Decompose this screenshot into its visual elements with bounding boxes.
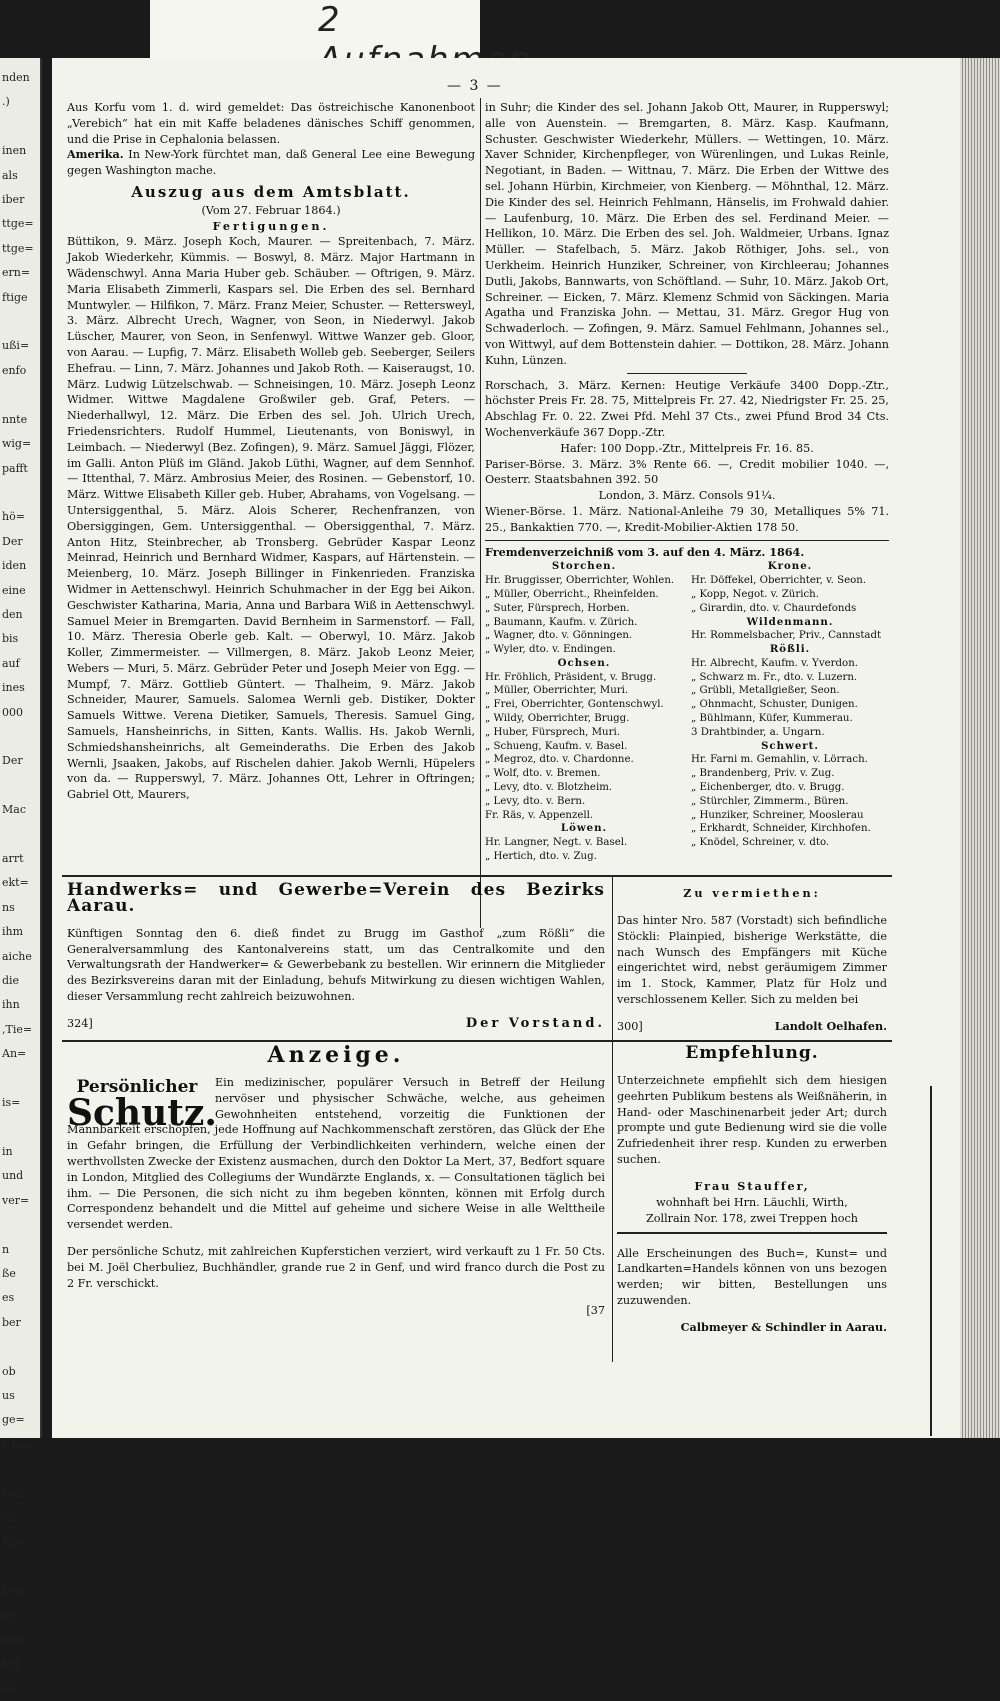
adjacent-fragment: es bbox=[2, 1291, 15, 1305]
ad-vermiethen-title: Zu vermiethen: bbox=[683, 886, 821, 900]
guest-entry: „ Huber, Fürsprech, Muri. bbox=[485, 726, 620, 738]
amerika-label: Amerika. bbox=[67, 147, 124, 162]
adjacent-fragment: en bbox=[2, 1510, 16, 1524]
adjacent-page-strip bbox=[0, 58, 42, 1695]
adjacent-fragment: ber bbox=[2, 1657, 21, 1671]
ad-handwerk-title: Handwerks= und Gewerbe=Verein des Bezirks Aarau. bbox=[67, 880, 605, 916]
guest-entry: Hr. Bruggisser, Oberrichter, Wohlen. bbox=[485, 575, 675, 587]
hotel-wildenmann: Wildenmann. bbox=[746, 615, 834, 628]
adjacent-fragment: Mac bbox=[2, 803, 26, 817]
schutz-sidebar bbox=[67, 1070, 217, 1134]
adjacent-fragment: wig= bbox=[2, 437, 32, 451]
guest-entry: „ Knödel, Schreiner, v. dto. bbox=[691, 837, 830, 849]
adjacent-fragment: ttge= bbox=[2, 241, 34, 255]
ad-empfehlung-addr-1: wohnhaft bei Hrn. Läuchli, Wirth, bbox=[656, 1195, 848, 1209]
adjacent-fragment: ekt= bbox=[2, 876, 29, 890]
adjacent-fragment: ob bbox=[2, 1364, 16, 1378]
guest-entry: Fr. Räs, v. Appenzell. bbox=[485, 809, 594, 821]
adjacent-fragment: als bbox=[2, 168, 18, 182]
hotel-krone: Krone. bbox=[767, 560, 813, 573]
handwritten-note: 2 bbox=[318, 0, 342, 40]
ads-mid-rule bbox=[62, 1040, 892, 1042]
fremden-title: Fremdenverzeichniß vom 3. auf den 4. März. 1864. bbox=[485, 544, 805, 559]
guest-entry: 3 Drahtbinder, a. Ungarn. bbox=[691, 726, 825, 738]
adjacent-fragment: ihn bbox=[2, 998, 20, 1012]
schutz-label-1: Persönlicher bbox=[76, 1076, 198, 1097]
hotel-loewen: Löwen. bbox=[560, 822, 608, 835]
adjacent-fragment: ,Tie= bbox=[2, 1022, 33, 1036]
adjacent-fragment bbox=[2, 1115, 40, 1139]
fertigungen-text: Büttikon, 9. März. Joseph Koch, Maurer. — Spreitenbach, 7. März. Jakob Wiederkehr, Kümmis. — Boswyl, 8. März. Major Hartmann in Wädenschwyl. Anna Maria Huber geb. Schäuber. — Oftrigen, 9. März. Maria Elisabeth Zimmerli, Kaspars sel. Die Erben des sel. Bernhard Muntwyler. — Hilfikon, 7. März. Franz Meier, Schuster. — Rettersweyl, 3. März. Albrecht Urech, Wagner, von Seon, in Niederwyl. Jakob Lüscher, Maurer, von Seon, in Senfenwyl. Wittwe Wanzer geb. Gloor, von Aarau. — Lupfig, 7. März. Elisabeth Wolleb geb. Seeberger, Seilers Ehefrau. — Linn, 7. März. Johannes und Jakob Roth. — Kaiseraugst, 10. März. Ludwig Lützelschwab. — Schneisingen, 10. März. Joseph Leonz Widmer. Wittwe Magdalene Großwiler geb. Graf, Peters. — Niederhallwyl, 12. März. Die Erben des sel. Joh. Ulrich Urech, Friedensrichters. Rudolf Hummel, Lieutenants, von Boniswyl, in Leimbach. — Niederwyl (Bez. Zofingen), 9. März. Samuel Jäggi, Flözer, im Galli. Anton Plüß im Gländ. Jakob Lüthi, Wagner, auf dem Sennhof. — Ittenthal, 7. März. Ambrosius Meier, des Rosinen. — Gebenstorf, 10. März. Wittwe Elisabeth Killer geb. Huber, Abrahams, von Vogelsang. — Untersiggenthal, 5. März. Alois Scherer, Rechenfranzen, von Obersiggingen, Gem. Untersiggenthal. — Obersiggenthal, 7. März. Anton Hitz, Steinbrecher, ab Tronsberg. Gebrüder Kaspar Leonz Meinrad, Heinrich und Bernhard Widmer, Kaspars, auf Härtenstein. — Meienberg, 10. März. Joseph Billinger in Finkenrieden. Franziska Widmer in Aettenschwyl. Heinrich Schuhmacher in der Egg bei Aikon. Geschwister Katharina, Maria, Anna und Barbara Wiß in Aettenschwyl. Samuel Meier in Bremgarten. David Bernheim in Sarmenstorf. — Fall, 10. März. Theresia Oberle geb. Kalt. — Oberwyl, 10. März. Jakob Koller, Zimmermeister. — Villmergen, 8. März. Jakob Leonz Meier, Webers — Muri, 5. März. Gebrüder Peter und Joseph Meier von Egg. — Mumpf, 7. März. Gottlieb Güntert. — Thalheim, 9. März. Jakob Schneider, Maurer, Samuels. Salomea Wernli geb. Distiker, Dokter Samuels Wittwe. Verena Dietiker, Samuels, Theresis. Samuel Ging, Samuels, Hansheinrichs, in Sitten, Kants. Wallis. Hs. Jakob Wernli, Schmiedshansheinrichs, alt Gemeinderaths. Die Erben des Jakob Wernli, Jsaaken, Jakobs, auf Rischelen dahier. Jakob Wernli, Hüpelers von da. — Rupperswyl, 7. März. Johannes Ott, Lehrer in Oftringen; Gabriel Ott, Maurers, bbox=[67, 235, 475, 802]
fertigungen-continued: in Suhr; die Kinder des sel. Johann Jakob Ott, Maurer, in Rupperswyl; alle von Auenstein. — Bremgarten, 8. März. Kasp. Kaufmann, Schuster. Geschwister Wiederkehr, Müllers. — Wettingen, 10. März. Xaver Schnider, Kirchenpfleger, von Würenlingen, und Lukas Reinle, Negotiant, in Baden. — Wittnau, 7. März. Die Erben der Wittwe des sel. Johann Hürbin, Kirchmeier, von Kienberg. — Möhnthal, 12. März. Die Kinder des sel. Heinrich Fehlmann, Hänselis, im Frohwald dahier. — Laufenburg, 10. März. Die Erben des sel. Ferdinand Meier. — Hellikon, 10. März. Die Erben des sel. Joh. Waldmeier, Urbans. Ignaz Müller. — Stafelbach, 5. März. Jakob Röthiger, Johs. sel., von Uerkheim. Heinrich Hunziker, Schreiner, von Kirchleerau; Johannes Dutli, Jakobs, Bannwarts, von Schöftland. — Suhr, 10. März. Jakob Ort, Schreiner. — Eicken, 7. März. Klemenz Schmid von Säckingen. Maria Agatha und Franziska John. — Mettau, 31. März. Gregor Hug von Schwaderloch. — Zofingen, 9. März. Samuel Fehlmann, Johannes sel., von Wittwyl, auf dem Bottenstein dahier. — Dottikon, 28. März. Johann Kuhn, Lünzen. bbox=[485, 101, 889, 367]
note-paper bbox=[150, 0, 480, 58]
adjacent-fragment: in bbox=[2, 1144, 13, 1158]
adjacent-fragment: den bbox=[2, 607, 23, 621]
storchen-guests bbox=[485, 574, 683, 657]
wildenmann-guests bbox=[691, 629, 889, 643]
guest-entry: „ Levy, dto. v. Blotzheim. bbox=[485, 782, 613, 794]
page-edges bbox=[960, 58, 1000, 1438]
korfu-item: Aus Korfu vom 1. d. wird gemeldet: Das östreichische Kanonenboot „Verebich“ hat ein mit Kaffe beladenes dänisches Schiff genommen, und die Prise in Cephalonia belassen. bbox=[67, 101, 475, 146]
guest-entry: „ Hertich, dto. v. Zug. bbox=[485, 851, 597, 863]
adjacent-fragment: enfo bbox=[2, 363, 27, 377]
adjacent-fragment: Der bbox=[2, 754, 23, 768]
adjacent-fragment: 000 bbox=[2, 705, 23, 719]
adjacent-fragment bbox=[2, 823, 40, 847]
section-rule-2 bbox=[485, 540, 889, 541]
auszug-date: (Vom 27. Februar 1864.) bbox=[201, 203, 341, 217]
adjacent-fragment: ichen bbox=[2, 1437, 33, 1451]
guest-entry: „ Baumann, Kaufm. v. Zürich. bbox=[485, 616, 638, 628]
ad-anzeige bbox=[67, 1042, 605, 1319]
adjacent-fragment: ung bbox=[2, 1633, 24, 1646]
guest-entry: Hr. Albrecht, Kaufm. v. Yverdon. bbox=[691, 657, 858, 669]
loewen-guests bbox=[485, 836, 683, 864]
ad-handwerk-footer bbox=[67, 1016, 605, 1032]
adjacent-fragment bbox=[2, 115, 40, 139]
fremden-list bbox=[485, 560, 889, 864]
guest-entry: „ Girardin, dto. v. Chaurdefonds bbox=[691, 602, 857, 614]
krone-guests bbox=[691, 574, 889, 615]
adjacent-fragment: iber bbox=[2, 193, 25, 207]
ad-buch-signature: Calbmeyer & Schindler in Aarau. bbox=[680, 1319, 887, 1334]
adjacent-fragment: ben bbox=[2, 1486, 23, 1500]
guest-entry: Hr. Rommelsbacher, Priv., Cannstadt bbox=[691, 630, 882, 642]
adjacent-fragment bbox=[2, 774, 40, 798]
adjacent-fragment: ußi= bbox=[2, 339, 30, 353]
adjacent-fragment: ße bbox=[2, 1266, 16, 1280]
guest-entry: „ Eichenberger, dto. v. Brugg. bbox=[691, 782, 845, 794]
adjacent-fragment: hö= bbox=[2, 510, 25, 524]
guest-entry: „ Bühlmann, Küfer, Kummerau. bbox=[691, 713, 853, 725]
hafer-price: Hafer: 100 Dopp.-Ztr., Mittelpreis Fr. 16. 85. bbox=[560, 441, 814, 455]
binding-shadow-line bbox=[930, 1086, 932, 1436]
ad-empfehlung-title: Empfehlung. bbox=[685, 1043, 819, 1063]
ad-buch-text: Alle Erscheinungen des Buch=, Kunst= und Landkarten=Handels können von uns bezogen werden; wir bitten, Bestellungen uns zuzuwenden. bbox=[617, 1246, 887, 1307]
hotel-roessli: Rößli. bbox=[769, 643, 811, 656]
guest-entry: „ Suter, Fürsprech, Horben. bbox=[485, 602, 630, 614]
schwert-guests bbox=[691, 753, 889, 850]
ad-handwerk-number: 324] bbox=[67, 1016, 93, 1030]
adjacent-fragment: auf bbox=[2, 656, 20, 670]
ad-handwerk-text: Künftigen Sonntag den 6. dieß findet zu Brugg im Gasthof „zum Rößli“ die Generalversammlung des Kantonalvereins statt, um das Centralkomite und den Verwaltungsrath der Handwerker= & Gewerbebank zu bestellen. Wir erinnern die Mitglieder des Bezirksvereins daran mit der Einladung, behufs Mitwirkung zu diesen wichtigen Wahlen, dieser Versammlung recht zahlreich beizuwohnen. bbox=[67, 926, 605, 1003]
guest-entry: Hr. Farni m. Gemahlin, v. Lörrach. bbox=[691, 754, 868, 766]
ad-handwerk-signature: Der Vorstand. bbox=[465, 1015, 605, 1031]
adjacent-fragment: eine bbox=[2, 583, 26, 597]
adjacent-fragment bbox=[2, 1213, 40, 1237]
roessli-guests bbox=[691, 657, 889, 740]
adjacent-fragment: ben bbox=[2, 1584, 23, 1598]
adjacent-fragment: ber bbox=[2, 1315, 21, 1329]
ochsen-guests bbox=[485, 671, 683, 823]
adjacent-fragment: nden bbox=[2, 71, 30, 84]
adjacent-fragment: inen bbox=[2, 144, 27, 158]
adjacent-fragment: Eli= bbox=[2, 1535, 27, 1549]
guest-entry: „ Hunziker, Schreiner, Mooslerau bbox=[691, 809, 864, 821]
guest-entry: Hr. Döffekel, Oberrichter, v. Seon. bbox=[691, 575, 867, 587]
adjacent-fragment: ge= bbox=[2, 1413, 25, 1427]
guest-entry: „ Schueng, Kaufm. v. Basel. bbox=[485, 740, 628, 752]
hotel-storchen: Storchen. bbox=[551, 560, 617, 573]
guest-entry: „ Stürchler, Zimmerm., Büren. bbox=[691, 795, 849, 807]
page-number: — 3 — bbox=[447, 78, 503, 94]
adjacent-fragment: arrt bbox=[2, 852, 24, 865]
adjacent-fragment: n bbox=[2, 1242, 10, 1256]
adjacent-fragment: und bbox=[2, 1169, 24, 1183]
adjacent-fragment: ns bbox=[2, 900, 15, 914]
paris-bourse: Pariser-Börse. 3. März. 3% Rente 66. —, Credit mobilier 1040. —, Oesterr. Staatsbahnen 392. 50 bbox=[485, 457, 889, 487]
ad-handwerksverein bbox=[67, 880, 605, 1032]
auszug-title: Auszug aus dem Amtsblatt. bbox=[131, 182, 411, 201]
adjacent-fragment: is= bbox=[2, 1096, 21, 1110]
adjacent-fragment bbox=[2, 1555, 40, 1579]
guest-entry: „ Wyler, dto. v. Endingen. bbox=[485, 644, 616, 656]
fremden-col-right bbox=[691, 560, 889, 864]
guest-entry: „ Megroz, dto. v. Chardonne. bbox=[485, 754, 634, 766]
section-rule bbox=[627, 373, 747, 374]
guest-entry: „ Grübli, Metallgießer, Seon. bbox=[691, 685, 840, 697]
adjacent-fragment: ver= bbox=[2, 1193, 30, 1207]
adjacent-fragment bbox=[2, 310, 40, 334]
ads-top-rule bbox=[62, 875, 892, 877]
adjacent-fragment bbox=[2, 725, 40, 749]
adjacent-fragment: ttge= bbox=[2, 217, 34, 231]
newspaper-page bbox=[52, 58, 960, 1438]
guest-entry: „ Levy, dto. v. Bern. bbox=[485, 795, 586, 807]
amerika-item bbox=[67, 147, 475, 179]
adjacent-fragment: iden bbox=[2, 559, 27, 573]
ad-empfehlung-text: Unterzeichnete empfiehlt sich dem hiesigen geehrten Publikum bestens als Weißnäherin, in Hand- oder Maschinenarbeit jeder Art; durch prompte und gute Bedienung wird sie die volle Zufriedenheit ihrer resp. Kunden zu erwerben suchen. bbox=[617, 1073, 887, 1166]
ad-vermiethen-signature: Landolt Oelhafen. bbox=[774, 1018, 887, 1033]
guest-entry: „ Schwarz m. Fr., dto. v. Luzern. bbox=[691, 671, 858, 683]
amerika-text: In New-York fürchtet man, daß General Lee eine Bewegung gegen Washington mache. bbox=[67, 148, 475, 178]
ad-anzeige-text-2: Der persönliche Schutz, mit zahlreichen Kupferstichen verziert, wird verkauft zu 1 Fr. 50 Cts. bei M. Joël Cherbuliez, Buchhändler, grande rue 2 in Genf, und wird franco durch die Post zu 2 Fr. verschickt. bbox=[67, 1245, 605, 1290]
london-bourse: London, 3. März. Consols 91¼. bbox=[598, 489, 776, 503]
ad-empfehlung bbox=[617, 1043, 887, 1336]
fertigungen-title: Fertigungen. bbox=[212, 218, 330, 233]
adjacent-fragment: ie= bbox=[2, 1681, 22, 1695]
hotel-schwert: Schwert. bbox=[761, 739, 819, 752]
guest-entry: „ Erkhardt, Schneider, Kirchhofen. bbox=[691, 823, 871, 835]
ads-divider-1 bbox=[612, 877, 613, 1042]
ad-empfehlung-name: Frau Stauffer, bbox=[694, 1178, 810, 1193]
ad-zu-vermiethen bbox=[617, 886, 887, 1035]
adjacent-fragment: ie= bbox=[2, 1608, 22, 1622]
adjacent-fragment bbox=[2, 1457, 40, 1481]
ad-anzeige-text-1: Ein medizinischer, populärer Versuch in Betreff der Heilung nervöser und physischer Schwäche, welche, aus geheimen Gewohnheiten entstehend, vorzeitig die Funktionen der Mannbarkeit erschöpfen, jede Hoffnung auf Nachkommenschaft zerstören, das Glück der Ehe in Gefahr bringen, die Erfüllung der Verbindlichkeiten verhindern, welche einen der werthvollsten Zwecke der Existenz ausmachen, durch den Doktor La Mert, 37, Bedfort square in London, Mitglied des Collegiums der Wundärzte Englands, x. — Consultationen täglich bei ihm. — Die Personen, die sich nicht zu ihm begeben könnten, können mit Erfolg durch Correspondenz behandelt und die Mittel auf geheime und sichere Weise in alle Welttheile versendet werden. bbox=[67, 1075, 605, 1232]
adjacent-fragment: ern= bbox=[2, 266, 31, 280]
adjacent-fragment: pafft bbox=[2, 461, 28, 475]
guest-entry: „ Müller, Oberrichter, Muri. bbox=[485, 685, 629, 697]
adjacent-fragment: ftige bbox=[2, 290, 28, 304]
adjacent-fragment: us bbox=[2, 1388, 15, 1402]
ad-vermiethen-text: Das hinter Nro. 587 (Vorstadt) sich befindliche Stöckli: Plainpied, bisherige Werkstätte, die nach Wunsch des Empfängers mit Küche eingerichtet wird, nebst geräumigem Zimmer im 1. Stock, Kammer, Platz für Holz und verschlossenem Keller. Sich zu melden bei bbox=[617, 913, 887, 1006]
ad-vermiethen-number: 300] bbox=[617, 1019, 643, 1033]
right-column bbox=[485, 100, 889, 864]
column-divider bbox=[480, 98, 481, 928]
adjacent-fragment: ines bbox=[2, 681, 25, 695]
ad-anzeige-number: [37 bbox=[586, 1303, 605, 1317]
guest-entry: „ Brandenberg, Priv. v. Zug. bbox=[691, 768, 835, 780]
adjacent-fragment bbox=[2, 383, 40, 407]
guest-entry: „ Wolf, dto. v. Bremen. bbox=[485, 768, 601, 780]
left-column bbox=[67, 100, 475, 803]
guest-entry: Hr. Langner, Negt. v. Basel. bbox=[485, 837, 628, 849]
adjacent-fragment: die bbox=[2, 974, 20, 988]
adjacent-fragment: nnte bbox=[2, 412, 28, 426]
guest-entry: Hr. Fröhlich, Präsident, v. Brugg. bbox=[485, 671, 657, 683]
guest-entry: „ Müller, Oberricht., Rheinfelden. bbox=[485, 588, 659, 600]
schutz-label-2: Schutz. bbox=[67, 1091, 217, 1134]
ad-empfehlung-addr-2: Zollrain Nor. 178, zwei Treppen hoch bbox=[645, 1211, 858, 1225]
adjacent-fragment: Der bbox=[2, 534, 23, 548]
fremden-col-left bbox=[485, 560, 683, 864]
adjacent-page-fragments bbox=[0, 58, 40, 1701]
guest-entry: „ Kopp, Negot. v. Zürich. bbox=[691, 588, 819, 600]
ads-divider-2 bbox=[612, 1042, 613, 1362]
rorschach-market: Rorschach, 3. März. Kernen: Heutige Verkäufe 3400 Dopp.-Ztr., höchster Preis Fr. 28. 75, Mittelpreis Fr. 27. 42, Niedrigster Fr. 25. 25, Abschlag Fr. 0. 22. Zwei Pfd. Mehl 37 Cts., zwei Pfund Brod 34 Cts. Wochenverkäufe 367 Dopp.-Ztr. bbox=[485, 378, 889, 439]
ad-vermiethen-footer bbox=[617, 1019, 887, 1035]
guest-entry: „ Ohnmacht, Schuster, Dunigen. bbox=[691, 699, 858, 711]
adjacent-fragment bbox=[2, 481, 40, 505]
adjacent-fragment: ihm bbox=[2, 925, 24, 939]
adjacent-fragment: bis bbox=[2, 632, 19, 646]
wien-bourse: Wiener-Börse. 1. März. National-Anleihe 79 30, Metalliques 5% 71. 25., Bankaktien 770. —, Kredit-Mobilier-Aktien 178 50. bbox=[485, 504, 889, 534]
adjacent-fragment: An= bbox=[2, 1047, 27, 1061]
ad-empfehlung-rule bbox=[617, 1232, 887, 1234]
adjacent-fragment bbox=[2, 1067, 40, 1091]
hotel-ochsen: Ochsen. bbox=[557, 656, 611, 669]
adjacent-fragment bbox=[2, 1335, 40, 1359]
adjacent-fragment: aiche bbox=[2, 949, 32, 963]
adjacent-fragment: .) bbox=[2, 95, 10, 109]
ad-anzeige-title: Anzeige. bbox=[267, 1042, 405, 1068]
guest-entry: „ Frei, Oberrichter, Gontenschwyl. bbox=[485, 699, 664, 711]
guest-entry: „ Wagner, dto. v. Gönningen. bbox=[485, 630, 633, 642]
guest-entry: „ Wildy, Oberrichter, Brugg. bbox=[485, 713, 630, 725]
